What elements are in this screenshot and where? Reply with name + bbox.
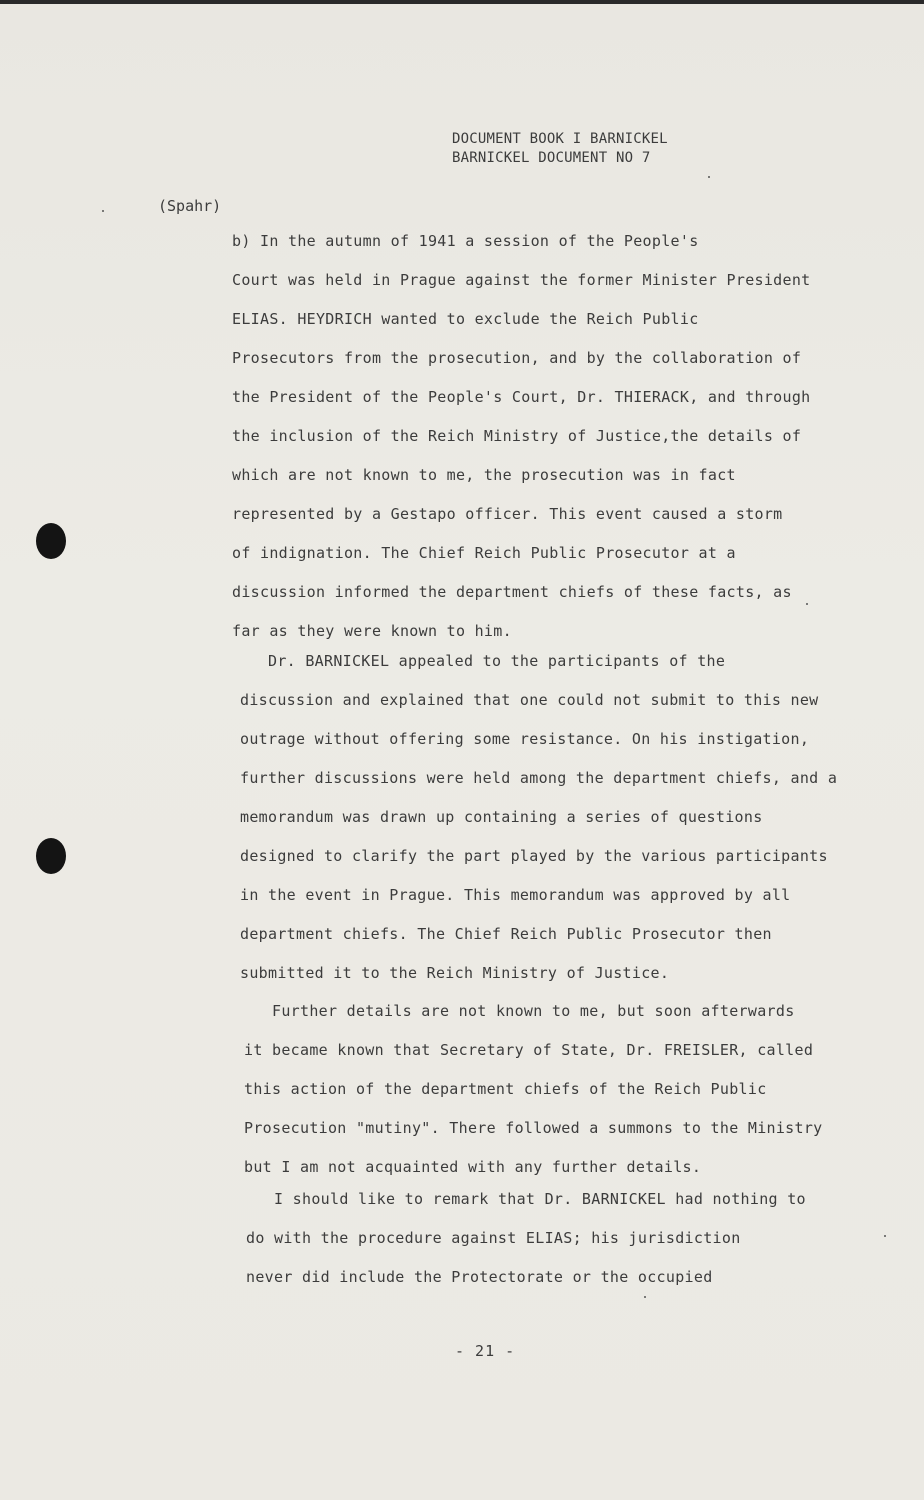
header-line-2: BARNICKEL DOCUMENT NO 7 (452, 150, 651, 166)
paragraph-4-line: I should like to remark that Dr. BARNICKEL had nothing to (274, 1190, 806, 1208)
paragraph-3-line: this action of the department chiefs of the Reich Public (244, 1080, 767, 1098)
paragraph-4-line: do with the procedure against ELIAS; his jurisdiction (246, 1229, 741, 1247)
header-line-1: DOCUMENT BOOK I BARNICKEL (452, 131, 668, 147)
speaker-label: (Spahr) (158, 197, 222, 215)
punch-hole-upper (36, 523, 66, 559)
paragraph-1-line: which are not known to me, the prosecution was in fact (232, 466, 736, 484)
paragraph-2-line: discussion and explained that one could not submit to this new (240, 691, 819, 709)
paragraph-4-line: never did include the Protectorate or the occupied (246, 1268, 713, 1286)
paper-speck (708, 176, 710, 178)
paper-speck (102, 210, 104, 212)
paragraph-2 (240, 642, 837, 993)
paragraph-3 (244, 992, 823, 1187)
paragraph-1-line: of indignation. The Chief Reich Public Prosecutor at a (232, 544, 736, 562)
paragraph-2-line: outrage without offering some resistance. On his instigation, (240, 730, 810, 748)
paragraph-2-line: further discussions were held among the department chiefs, and a (240, 769, 838, 787)
paragraph-1-line: ELIAS. HEYDRICH wanted to exclude the Reich Public (232, 310, 699, 328)
paragraph-1-line: Court was held in Prague against the former Minister President (232, 271, 811, 289)
paragraph-4 (246, 1180, 806, 1297)
paragraph-1-line: Prosecutors from the prosecution, and by the collaboration of (232, 349, 802, 367)
scan-top-edge (0, 0, 924, 4)
punch-hole-lower (36, 838, 66, 874)
paragraph-1-line: discussion informed the department chiefs of these facts, as (232, 583, 792, 601)
paper-speck (644, 1296, 646, 1298)
paragraph-3-line: Further details are not known to me, but soon afterwards (272, 1002, 795, 1020)
paragraph-1-line: the President of the People's Court, Dr. THIERACK, and through (232, 388, 811, 406)
paragraph-2-line: submitted it to the Reich Ministry of Justice. (240, 964, 670, 982)
paper-speck (806, 603, 808, 605)
paragraph-3-line: Prosecution "mutiny". There followed a summons to the Ministry (244, 1119, 823, 1137)
paragraph-2-line: in the event in Prague. This memorandum was approved by all (240, 886, 791, 904)
paragraph-2-line: Dr. BARNICKEL appealed to the participants of the (268, 652, 726, 670)
paragraph-1-line: represented by a Gestapo officer. This event caused a storm (232, 505, 783, 523)
paragraph-2-line: department chiefs. The Chief Reich Public Prosecutor then (240, 925, 772, 943)
page-number: - 21 - (455, 1342, 516, 1360)
paragraph-1-line: the inclusion of the Reich Ministry of Justice,the details of (232, 427, 802, 445)
paragraph-1-line: b) In the autumn of 1941 a session of the People's (232, 232, 699, 250)
paragraph-2-line: memorandum was drawn up containing a series of questions (240, 808, 763, 826)
paragraph-3-line: but I am not acquainted with any further details. (244, 1158, 702, 1176)
paragraph-2-line: designed to clarify the part played by the various participants (240, 847, 828, 865)
paper-speck (884, 1235, 886, 1237)
paragraph-1 (232, 222, 811, 651)
paragraph-1-line: far as they were known to him. (232, 622, 512, 640)
document-header (440, 130, 740, 168)
paragraph-3-line: it became known that Secretary of State, Dr. FREISLER, called (244, 1041, 814, 1059)
